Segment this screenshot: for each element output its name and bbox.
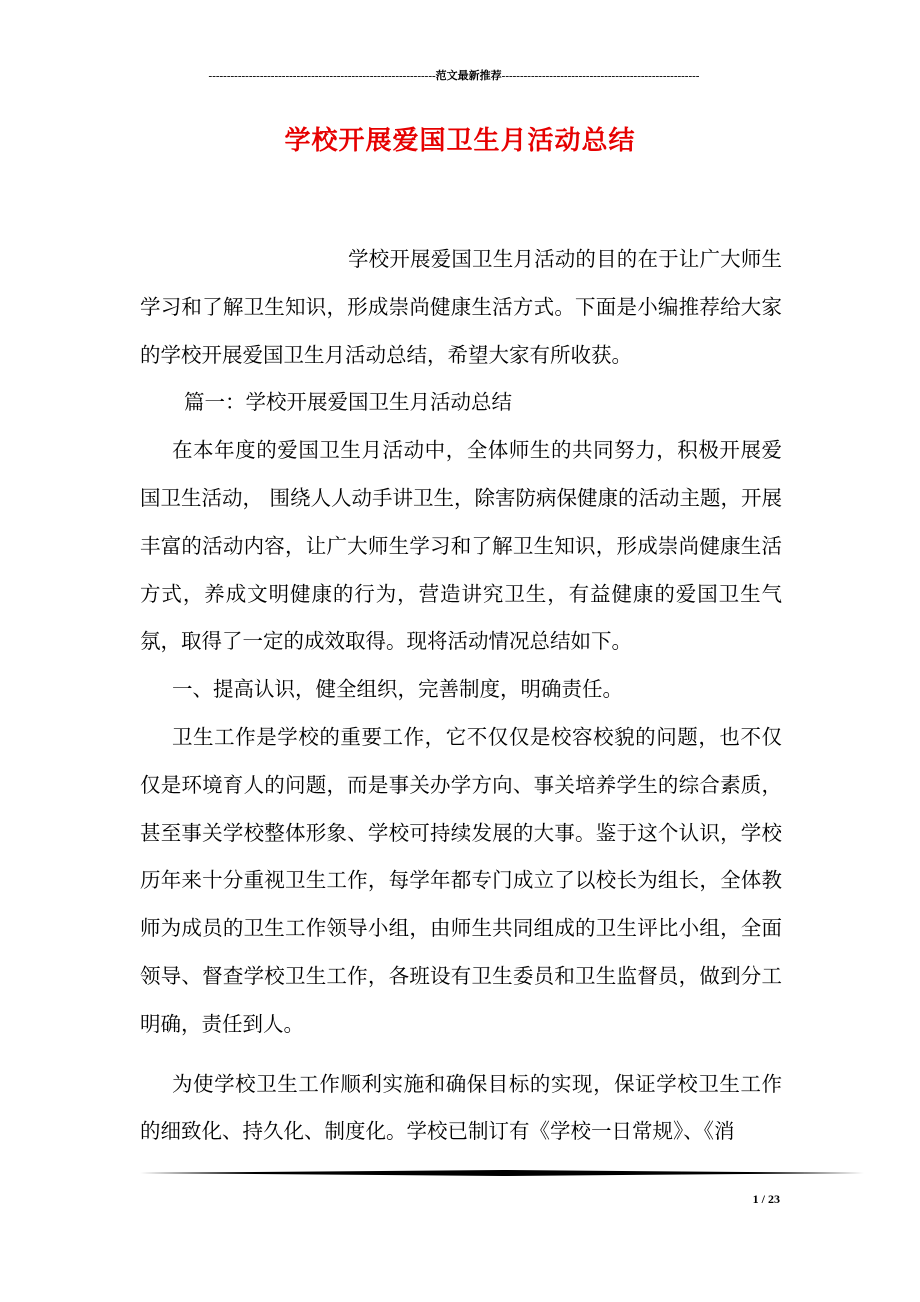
body-paragraph: 为使学校卫生工作顺利实施和确保目标的实现，保证学校卫生工作的细致化、持久化、制度化。学校已制订有《学校一日常规》、《消 bbox=[140, 1071, 782, 1144]
page-number: 1 / 23 bbox=[752, 1192, 780, 1206]
document-title: 学校开展爱国卫生月活动总结 bbox=[284, 126, 636, 156]
body-paragraph: 在本年度的爱国卫生月活动中，全体师生的共同努力，积极开展爱国卫生活动， 围绕人人动手讲卫生，除害防病保健康的活动主题，开展丰富的活动内容，让广大师生学习和了解卫生知识，形成崇尚健康生活方式，养成文明健康的行为，营造讲究卫生，有益健康的爱国卫生气氛，取得了一定的成效取得。现将活动情况总结如下。 bbox=[140, 438, 783, 654]
subsection-heading: 一、提高认识，健全组织，完善制度，明确责任。 bbox=[172, 677, 623, 702]
intro-paragraph: 学校开展爱国卫生月活动的目的在于让广大师生学习和了解卫生知识，形成崇尚健康生活方式。下面是小编推荐给大家的学校开展爱国卫生月活动总结，希望大家有所收获。 bbox=[140, 247, 782, 367]
header-right-dashes: ------------------------------------------------------ bbox=[501, 70, 700, 82]
section-heading: 篇一：学校开展爱国卫生月活动总结 bbox=[184, 390, 512, 415]
header-left-dashes: -------------------------------------------------------------- bbox=[208, 70, 436, 82]
document-body bbox=[140, 236, 782, 1156]
footer-divider bbox=[140, 1170, 864, 1176]
header-label: 范文最新推荐 bbox=[435, 70, 502, 82]
body-paragraph: 卫生工作是学校的重要工作，它不仅仅是校容校貌的问题，也不仅仅是环境育人的问题，而是事关办学方向、事关培养学生的综合素质，甚至事关学校整体形象、学校可持续发展的大事。鉴于这个认识，学校历年来十分重视卫生工作，每学年都专门成立了以校长为组长，全体教师为成员的卫生工作领导小组，由师生共同组成的卫生评比小组，全面领导、督查学校卫生工作，各班设有卫生委员和卫生监督员，做到分工明确，责任到人。 bbox=[140, 724, 782, 1036]
page-header bbox=[140, 66, 768, 86]
